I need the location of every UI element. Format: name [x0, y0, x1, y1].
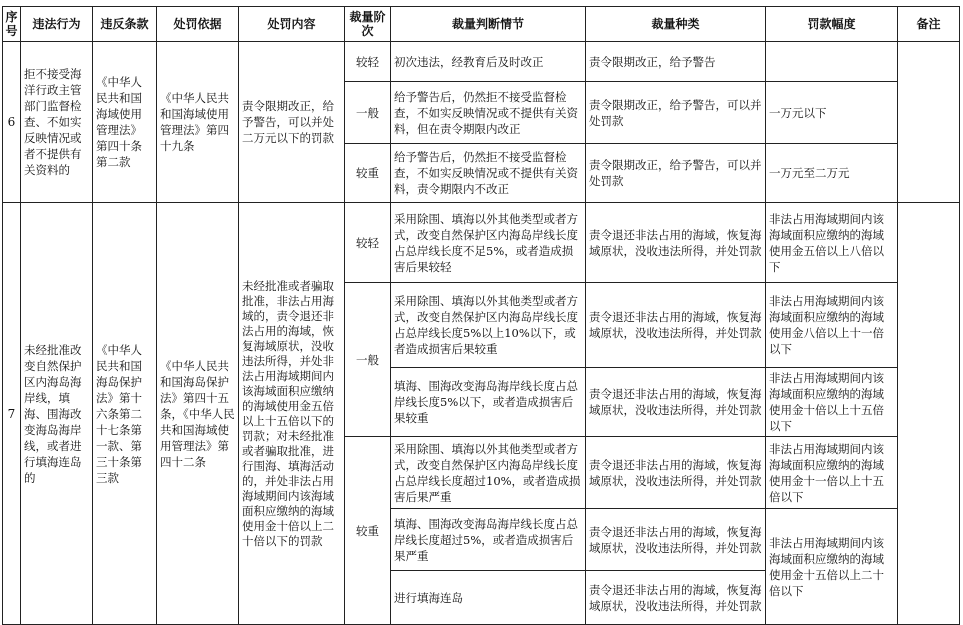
fine-cell: 非法占用海域期间内该海域面积应缴纳的海域使用金十五倍以上二十倍以下 — [766, 509, 898, 625]
kind-cell: 责令退还非法占用的海域，恢复海域原状，没收违法所得，并处罚款 — [586, 437, 766, 509]
violation-cell: 拒不接受海洋行政主管部门监督检查、不如实反映情况或者不提供有关资料的 — [21, 42, 93, 203]
kind-cell: 责令退还非法占用的海域，恢复海域原状，没收违法所得，并处罚款 — [586, 283, 766, 368]
kind-cell: 责令退还非法占用的海域，恢复海域原状，没收违法所得，并处罚款 — [586, 203, 766, 283]
kind-cell: 责令限期改正，给予警告 — [586, 42, 766, 82]
circumstance-cell: 初次违法，经教育后及时改正 — [391, 42, 586, 82]
circumstance-cell: 给予警告后，仍然拒不接受监督检查，不如实反映情况或不提供有关资料，责令期限内不改正 — [391, 144, 586, 203]
header-clause: 违反条款 — [93, 7, 157, 42]
penalty-discretion-table — [2, 6, 960, 625]
level-cell: 较重 — [345, 437, 391, 625]
header-content: 处罚内容 — [239, 7, 345, 42]
fine-cell: 非法占用海域期间内该海域面积应缴纳的海域使用金十倍以上十五倍以下 — [766, 368, 898, 437]
header-basis: 处罚依据 — [157, 7, 239, 42]
circumstance-cell: 进行填海连岛 — [391, 571, 586, 625]
kind-cell: 责令退还非法占用的海域，恢复海域原状，没收违法所得，并处罚款 — [586, 571, 766, 625]
circumstance-cell: 给予警告后，仍然拒不接受监督检查，不如实反映情况或不提供有关资料，但在责令期限内改正 — [391, 82, 586, 144]
fine-cell: 一万元以下 — [766, 82, 898, 144]
level-cell: 较轻 — [345, 203, 391, 283]
circumstance-cell: 采用除围、填海以外其他类型或者方式，改变自然保护区内海岛岸线长度占总岸线长度不足5%，或者造成损害后果较轻 — [391, 203, 586, 283]
content-cell: 责令限期改正，给予警告，可以并处二万元以下的罚款 — [239, 42, 345, 203]
fine-cell: 一万元至二万元 — [766, 144, 898, 203]
circumstance-cell: 采用除围、填海以外其他类型或者方式，改变自然保护区内海岛岸线长度占总岸线长度5%以上10%以下，或者造成损害后果较重 — [391, 283, 586, 368]
level-cell: 较重 — [345, 144, 391, 203]
clause-cell: 《中华人民共和国海岛保护法》第十六条第二十七条第一款、第三十条第三款 — [93, 203, 157, 625]
table-row — [3, 203, 960, 283]
header-kind: 裁量种类 — [586, 7, 766, 42]
header-fine: 罚款幅度 — [766, 7, 898, 42]
circumstance-cell: 采用除围、填海以外其他类型或者方式，改变自然保护区内海岛岸线长度占总岸线长度超过10%，或者造成损害后果严重 — [391, 437, 586, 509]
remark-cell — [898, 203, 960, 625]
seq-cell: 7 — [3, 203, 21, 625]
clause-cell: 《中华人民共和国海域使用管理法》第四十条第二款 — [93, 42, 157, 203]
fine-cell: 非法占用海域期间内该海域面积应缴纳的海域使用金十一倍以上十五倍以下 — [766, 437, 898, 509]
fine-cell: 非法占用海域期间内该海域面积应缴纳的海域使用金五倍以上八倍以下 — [766, 203, 898, 283]
kind-cell: 责令限期改正，给予警告，可以并处罚款 — [586, 82, 766, 144]
header-row — [3, 7, 960, 42]
circumstance-cell: 填海、围海改变海岛海岸线长度占总岸线长度5%以下，或者造成损害后果较重 — [391, 368, 586, 437]
violation-cell: 未经批准改变自然保护区内海岛海岸线，填海、围海改变海岛海岸线，或者进行填海连岛的 — [21, 203, 93, 625]
level-cell: 一般 — [345, 82, 391, 144]
header-circumstance: 裁量判断情节 — [391, 7, 586, 42]
header-seq: 序号 — [3, 7, 21, 42]
basis-cell: 《中华人民共和国海岛保护法》第四十五条，《中华人民共和国海域使用管理法》第四十二条 — [157, 203, 239, 625]
remark-cell — [898, 42, 960, 203]
level-cell: 较轻 — [345, 42, 391, 82]
header-remark: 备注 — [898, 7, 960, 42]
header-violation: 违法行为 — [21, 7, 93, 42]
fine-cell: 非法占用海域期间内该海域面积应缴纳的海域使用金八倍以上十一倍以下 — [766, 283, 898, 368]
kind-cell: 责令限期改正，给予警告，可以并处罚款 — [586, 144, 766, 203]
kind-cell: 责令退还非法占用的海域，恢复海域原状，没收违法所得，并处罚款 — [586, 509, 766, 571]
basis-cell: 《中华人民共和国海域使用管理法》第四十九条 — [157, 42, 239, 203]
header-level: 裁量阶次 — [345, 7, 391, 42]
seq-cell: 6 — [3, 42, 21, 203]
table-row — [3, 42, 960, 82]
level-cell: 一般 — [345, 283, 391, 437]
kind-cell: 责令退还非法占用的海域，恢复海域原状，没收违法所得，并处罚款 — [586, 368, 766, 437]
circumstance-cell: 填海、围海改变海岛海岸线长度占总岸线长度超过5%，或者造成损害后果严重 — [391, 509, 586, 571]
content-cell: 未经批准或者骗取批准，非法占用海域的，责令退还非法占用的海域，恢复海域原状，没收违法所得，并处非法占用海域期间内该海域面积应缴纳的海域使用金五倍以上十五倍以下的罚款；对未经批准或者骗取批准，进行围海、填海活动的，并处非法占用海域期间内该海域面积应缴纳的海域使用金十倍以上二十倍以下的罚款 — [239, 203, 345, 625]
fine-cell — [766, 42, 898, 82]
